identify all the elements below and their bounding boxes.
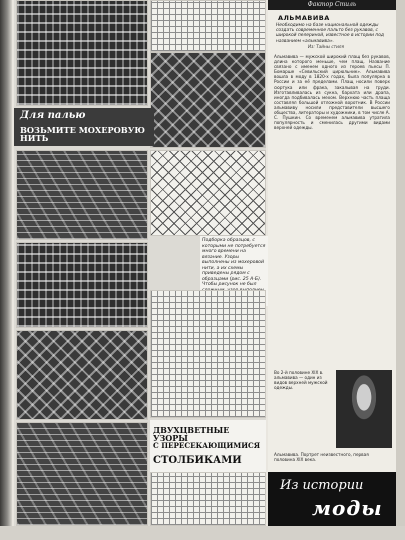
chart-swatch-1 [150,0,266,52]
article-lead: Необходимо на базе национальной одежды создать современное пальто без рукавов, с широкой пелериной, известное в истории под названием «альмавива». [276,23,384,44]
page-edge [396,0,405,540]
article-source: Из: Тайны стиля [308,44,344,49]
chart-swatch-3 [150,290,266,418]
footer-line2: моды [312,496,383,520]
article-column [268,0,396,526]
chart-swatch-2 [150,150,266,236]
headline-mohair-line2: ВОЗЬМИТЕ МОХЕРОВУЮ НИТЬ [20,125,145,144]
page-bottom-edge [0,526,405,540]
page-gutter [0,0,12,540]
section-banner: Фактор Стиль [268,0,396,10]
knit-swatch-5 [16,330,148,420]
headline-twocolor-line3: СТОЛБИКАМИ [153,455,242,466]
footer-line1: Из истории [280,478,364,493]
chart-swatch-4 [150,472,266,526]
fashion-history-banner [268,472,396,526]
headline-twocolor-line1: ДВУХЦВЕТНЫЕ УЗОРЫ [153,425,230,443]
mohair-headline-box [14,108,154,146]
portrait-caption: Альмавива. Портрет неизвестного, первая половина XIX века. [274,452,369,462]
headline-mohair-line1: Для палью [20,110,86,121]
article-title: АЛЬМАВИВА [278,14,330,22]
portrait-image [336,370,392,448]
knit-swatch-6 [16,422,148,526]
knit-swatch-4 [16,242,148,328]
headline-twocolor-line2: С ПЕРЕСЕКАЮЩИМИСЯ [153,441,261,450]
knit-swatch-1 [16,0,148,106]
two-color-headline-box [150,420,266,526]
article-body-continued: Во 2-й половине XIX в. альмавива — один из видов верхней мужской одежды. [274,370,328,391]
article-body: Альмавива — мужской широкий плащ без рукавов, длина которого меньше, чем плащ. Название связано с именем одного из героев пьесы П. Бомарше «Севильский цирюльник». Альмавива вошла в моду в 1820-х годах, была популярна в России и за её пределами. Плащ носили поверх сюртука или фрака, закалывая на груди. Изготавливалась из сукна, бархата или драпа, иногда подбивалась мехом. Верхнюю часть плаща составлял большой отложной воротник. В России альмавиву носили представители высшего общества, литераторы и художники, в том числе А. С. Пушкин. Со временем альмавива утратила популярность и сменилась другими видами верхней одежды. [274,54,390,131]
swatch-caption: Подборка образцов, с которыми не потребуется много времени на вязание. Узоры выполнены из мохеровой нити, а их схемы приведены рядом с образцами (рис. 25 А-Б). Чтобы рисунок не был [200,236,268,306]
knit-swatch-2 [150,52,266,148]
knit-swatch-3 [16,150,148,240]
